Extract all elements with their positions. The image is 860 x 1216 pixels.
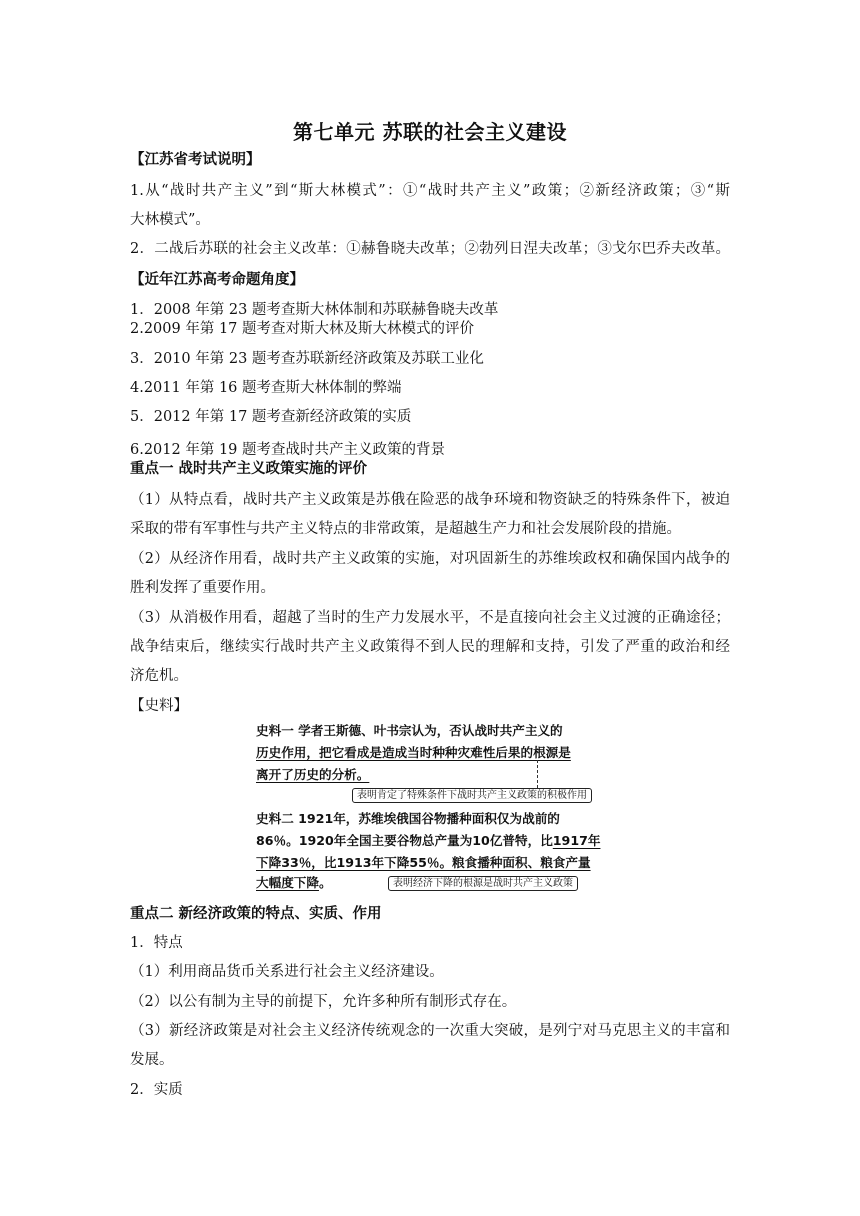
source-2-line-3-underlined: 下降33％，比1913年下降55％ — [256, 855, 440, 870]
exam-outline-heading: 【江苏省考试说明】 — [130, 152, 261, 168]
source-2-line-1: 史料二 1921年，苏维埃俄国谷物播种面积仅为战前的 — [256, 811, 560, 826]
source-2-line-4-underlined: 大幅度下降 — [256, 875, 319, 890]
key-point-1-heading: 重点一 战时共产主义政策实施的评价 — [130, 461, 368, 477]
source-2-callout: 表明经济下降的根源是战时共产主义政策 — [388, 876, 578, 891]
gaokao-item-5: 5．2012 年第 17 题考查新经济政策的实质 — [130, 409, 412, 425]
source-2-line-4-end: 。 — [318, 875, 332, 890]
key1-para-1-line-1: （1）从特点看，战时共产主义政策是苏俄在险恶的战争环境和物资缺乏的特殊条件下，被迫 — [130, 492, 730, 508]
source-1-line-1: 史料一 学者王斯德、叶书宗认为，否认战时共产主义的 — [256, 723, 563, 738]
key-point-2-heading: 重点二 新经济政策的特点、实质、作用 — [130, 906, 382, 922]
key1-para-3-line-2: 战争结束后，继续实行战时共产主义政策得不到人民的理解和支持，引发了严重的政治和经 — [130, 639, 730, 655]
gaokao-item-4: 4.2011 年第 16 题考查斯大林体制的弊端 — [130, 380, 402, 396]
source-2-line-3 — [256, 854, 602, 872]
gaokao-item-6: 6.2012 年第 19 题考查战时共产主义政策的背景 — [130, 442, 446, 458]
source-material-figure — [256, 718, 606, 890]
exam-item-2: 2．二战后苏联的社会主义改革：①赫鲁晓夫改革；②勃列日涅夫改革；③戈尔巴乔夫改革。 — [130, 241, 730, 257]
gaokao-heading: 【近年江苏高考命题角度】 — [130, 272, 304, 288]
source-1-line-2: 历史作用，把它看成是造成当时种种灾难性后果的根源是 — [256, 745, 571, 760]
key1-para-3-line-3: 济危机。 — [130, 668, 188, 684]
gaokao-item-2: 2.2009 年第 17 题考查对斯大林及斯大林模式的评价 — [130, 321, 475, 337]
source-1-callout: 表明肯定了特殊条件下战时共产主义政策的积极作用 — [352, 788, 592, 803]
key2-para-1: （1）利用商品货币关系进行社会主义经济建设。 — [130, 964, 444, 980]
key2-para-2: （2）以公有制为主导的前提下，允许多种所有制形式存在。 — [130, 994, 517, 1010]
source-1-callout-connector — [537, 760, 538, 788]
gaokao-item-1: 1．2008 年第 23 题考查斯大林体制和苏联赫鲁晓夫改革 — [130, 302, 499, 318]
gaokao-item-3: 3．2010 年第 23 题考查苏联新经济政策及苏联工业化 — [130, 351, 484, 367]
page-title: 第七单元 苏联的社会主义建设 — [293, 120, 567, 144]
key1-para-2-line-1: （2）从经济作用看，战时共产主义政策的实施，对巩固新生的苏维埃政权和确保国内战争的 — [130, 551, 730, 567]
key2-sub-2: 2．实质 — [130, 1082, 183, 1098]
key2-para-3-line-1: （3）新经济政策是对社会主义经济传统观念的一次重大突破，是列宁对马克思主义的丰富和 — [130, 1023, 730, 1039]
source-2-line-2 — [256, 832, 602, 850]
source-1-line-3: 离开了历史的分析。 — [256, 767, 370, 782]
source-2-line-3-text: 。粮食播种面积、粮食产量 — [439, 855, 591, 870]
key1-para-1-line-2: 采取的带有军事性与共产主义特点的非常政策，是超越生产力和社会发展阶段的措施。 — [130, 521, 681, 537]
key2-para-3-line-2: 发展。 — [130, 1052, 174, 1068]
key1-para-3-line-1: （3）从消极作用看，超越了当时的生产力发展水平，不是直接向社会主义过渡的正确途径； — [130, 610, 730, 626]
source-2-line-2-text: 86％。1920年全国主要谷物总产量为10亿普特，比 — [256, 833, 553, 848]
source-2-line-2-underlined: 1917年 — [552, 833, 601, 848]
source-label: 【史料】 — [130, 698, 188, 714]
key1-para-2-line-2: 胜利发挥了重要作用。 — [130, 580, 275, 596]
exam-item-1-line-2: 大林模式”。 — [130, 212, 210, 228]
exam-item-1-line-1: 1.从“战时共产主义”到“斯大林模式”：①“战时共产主义”政策；②新经济政策；③“斯 — [130, 183, 730, 199]
key2-sub-1: 1．特点 — [130, 935, 183, 951]
